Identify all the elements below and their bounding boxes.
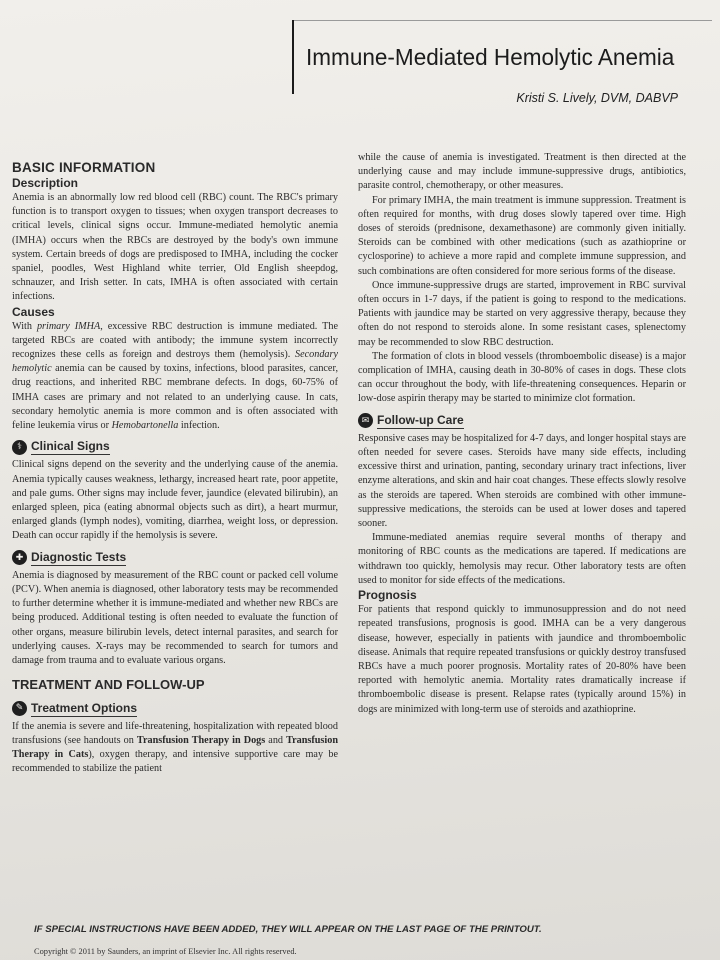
transfusion-dogs-link: Transfusion Therapy in Dogs [136,734,266,746]
improvement-text: Once immune-suppressive drugs are started, improvement in RBC survival often occurs in 1-7 days, if the patient is going to respond to the medications. Patients with jaundice may be started on very aggressive therapy, because they often do not respond to steroids alone. In some resistant cases, splenectomy may be recommended to slow RBC destruction. [358,279,686,348]
hemobartonella-term: Hemobartonella [111,420,179,432]
follow-up-monitoring-text: Immune-mediated anemias require several months of therapy and monitoring of RBC counts as the medications are tapered. If medications are withdrawn too quickly, hemolysis may recur. Other laboratory tests are often used to monitor for side effects of the medications. [358,532,686,586]
follow-up-care-heading: Follow-up Care [377,413,464,429]
special-instructions-note: IF SPECIAL INSTRUCTIONS HAVE BEEN ADDED, THEY WILL APPEAR ON THE LAST PAGE OF THE PRINTOUT. [34,924,542,935]
prognosis-text: For patients that respond quickly to immunosuppression and do not need repeated transfusions, prognosis is good. IMHA can be a very dangerous disease, however, especially in patients with jaundice and thromboembolic disease. Animals that require repeated transfusions or quickly destroy transfused RBCs have a much poorer prognosis. Mortality rates of 20-80% have been reported with hemolytic anemia. Mortality rates dramatically increase if thromboembolic disease is present. Relapse rates (typically around 15%) in dogs are minimized with long-term use of steroids and azathioprine. [358,604,686,715]
diagnostic-tests-heading: Diagnostic Tests [31,550,126,566]
treatment-followup-heading: TREATMENT AND FOLLOW-UP [12,677,205,693]
basic-information-heading: BASIC INFORMATION [12,160,156,175]
title-vertical-rule [292,20,294,94]
copyright-line: Copyright © 2011 by Saunders, an imprint of Elsevier Inc. All rights reserved. [34,947,297,956]
description-text: Anemia is an abnormally low red blood cell (RBC) count. The RBC's primary function is to transport oxygen to tissues; when oxygen transport decreases to critical levels, clinical signs occur. Immune-mediated hemolytic anemia (IMHA) occurs when the RBCs are destroyed by the body's own immune system. Certain breeds of dogs are predisposed to IMHA, including the cocker spaniel, poodles, West Highland white terrier, Old English sheepdog, schnauzer, and Irish setter. In cats, IMHA is often associated with certain infections. [12,192,338,303]
primary-imha-treatment-text: For primary IMHA, the main treatment is immune suppression. Treatment is often required for months, with drug doses slowly tapered over time. High doses of steroids (prednisone, dexamethasone) are commonly given initially. Steroids can be combined with other medications (such as azathioprine or cyclosporine) to achieve a more rapid and complete immune suppression, and such combinations are often considered for more serious forms of the disease. [358,194,686,277]
causes-text: With primary IMHA, excessive RBC destruction is immune mediated. The targeted RBCs are coated with antibody; the immune system incorrectly recognizes these cells as foreign and destroys them (hemolysis). Secondary hemolytic anemia can be caused by toxins, infections, blood parasites, cancer, drug reactions, and inherited RBC membrane defects. In dogs, 60-75% of IMHA cases are primary and not related to an underlying cause. In cats, secondary hemolytic anemia is more common and is often associated with feline leukemia virus or Hemobartonella infection. [12,320,338,432]
stethoscope-icon: ⚕ [12,440,27,455]
description-heading: Description [12,176,79,190]
microscope-icon: ✚ [12,550,27,565]
treatment-options-text: If the anemia is severe and life-threatening, hospitalization with repeated blood transfusions (see handouts on Transfusion Therapy in Dogs and Transfusion Therapy in Cats), oxygen therapy, and intensive supportive care may be recommended to stabilize the patient [12,720,338,775]
follow-up-care-header [358,413,686,429]
page-title: Immune-Mediated Hemolytic Anemia [306,44,675,70]
treatment-options-heading: Treatment Options [31,701,137,717]
transfusion-cats-link: Transfusion Therapy in Cats [12,734,338,761]
diagnostic-tests-text: Anemia is diagnosed by measurement of the RBC count or packed cell volume (PCV). When anemia is diagnosed, other laboratory tests may be recommended to further determine whether it is immune-mediated and whether new RBCs are being produced. Additional testing is often needed to evaluate the function of other organs, measure bilirubin levels, detect internal parasites, and search for underlying causes. X-rays may be recommended to search for tumors and damage from trauma and to evaluate various organs. [12,569,338,667]
author-line: Kristi S. Lively, DVM, DABVP [516,91,678,105]
thromboembolic-text: The formation of clots in blood vessels (thromboembolic disease) is a major complication of IMHA, causing death in 30-80% of cases in dogs. These clots can occur throughout the body, with life-threatening consequences. Heparin or low-dose aspirin therapy may be started to minimize clot formation. [358,350,686,405]
causes-heading: Causes [12,304,55,319]
title-top-rule [292,20,712,21]
left-column [12,157,338,777]
right-column [358,151,686,717]
secondary-hemolytic-term: Secondary hemolytic [12,349,338,375]
clinical-signs-text: Clinical signs depend on the severity and the underlying cause of the anemia. Anemia typically causes weakness, lethargy, increased heart rate, poor appetite, and pale gums. Other signs may include fever, jaundice (elevated bilirubin), an enlarged spleen, pica (eating abnormal objects such as dirt), a heart murmur, enlarged glands (lymph nodes), vomiting, diarrhea, weight loss, or depression. Death can occur rapidly if the hemolysis is severe. [12,459,338,542]
calendar-icon: ✉ [358,413,373,428]
treatment-options-header [12,701,338,717]
treatment-continued-text: while the cause of anemia is investigated. Treatment is then directed at the underlying cause and may include immune-suppressive drugs, antibiotics, parasite control, chemotherapy, or other measures. [358,152,686,192]
diagnostic-tests-header [12,550,338,566]
follow-up-care-text: Responsive cases may be hospitalized for 4-7 days, and longer hospital stays are often needed for severe cases. Steroids have many side effects, including excessive thirst and urination, panting, secondary urinary tract infections, liver enzyme alterations, and skin and hair coat changes. These effects slowly resolve as the steroids are tapered. When steroids are combined with other immune-suppressive medications, the steroids can be used at lower doses and tapered sooner. [358,432,686,530]
primary-imha-term: primary IMHA [36,320,101,332]
syringe-icon: ✎ [12,701,27,716]
prognosis-heading: Prognosis [358,588,417,603]
clinical-signs-heading: Clinical Signs [31,439,110,455]
clinical-signs-header [12,439,338,455]
